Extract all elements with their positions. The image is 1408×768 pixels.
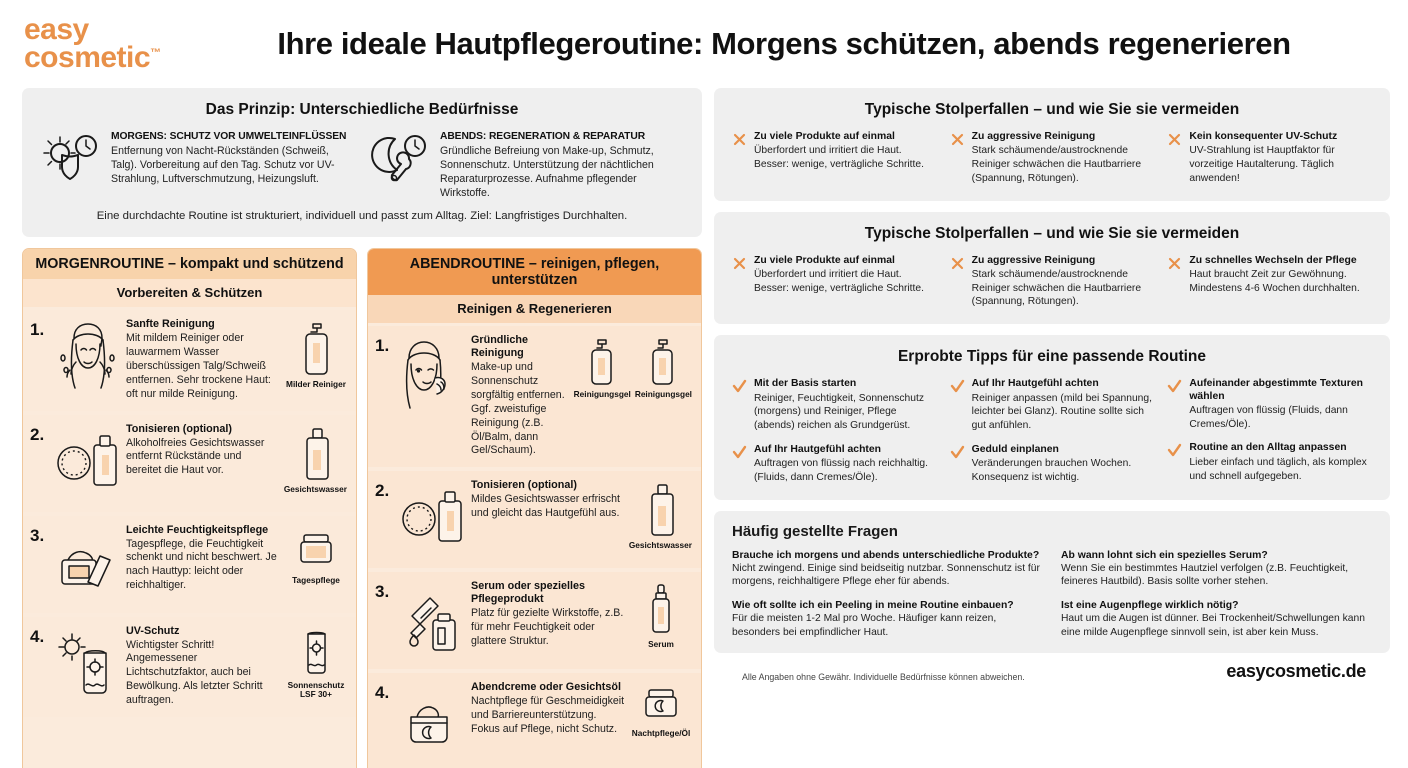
- step-body: [124, 423, 284, 479]
- step-title: UV-Schutz: [126, 624, 180, 637]
- pitfall-head: Zu aggressive Reinigung: [971, 254, 1096, 266]
- brand-logo[interactable]: [24, 12, 224, 74]
- step-description: Mit mildem Reiniger oder lauwarmem Wasser überschüssigen Talg/Schweiß entfernen. Sehr trockene Haut: oft nur milde Reinigung.: [126, 332, 271, 400]
- tip-head: Auf Ihr Hautgefühl achten: [971, 378, 1099, 390]
- pitfall-column: [950, 131, 1155, 186]
- faq-answer: Wenn Sie ein bestimmtes Hautziel verfolgen (z.B. Feuchtigkeit, feineres Hautbild). Basis sollte vorher stehen.: [1061, 562, 1349, 588]
- step-number: 2.: [30, 424, 45, 444]
- sun-sunscreen-tube-icon: [52, 625, 124, 705]
- pitfall-body: Stark schäumende/austrocknende Reiniger schwächen die Hautbarriere (Spannung, Rötungen).: [971, 145, 1142, 184]
- tip-head: Auf Ihr Hautgefühl achten: [754, 443, 881, 455]
- pitfalls-top-title: Typische Stolperfallen – und wie Sie sie vermeiden: [864, 101, 1240, 118]
- step-number: 4.: [30, 626, 45, 646]
- evening-step-2: [368, 471, 701, 568]
- serum-bottle-icon: [646, 583, 676, 650]
- logo-line-2: cosmetic: [24, 41, 151, 74]
- step-number: 3.: [375, 582, 390, 602]
- tip-item: [950, 378, 1155, 433]
- product-label: Nachtpflege/Öl: [631, 728, 691, 739]
- tip-body: Lieber einfach und täglich, als komplex und schnell aufgegeben.: [1189, 456, 1367, 482]
- evening-routine-panel: [367, 248, 702, 768]
- principle-title: Das Prinzip: Unterschiedliche Bedürfnisse: [205, 101, 519, 118]
- trademark-symbol: ™: [150, 47, 161, 59]
- pitfall-column: [732, 131, 937, 186]
- night-cream-jar-icon: [632, 684, 691, 739]
- principle-head: MORGENS: SCHUTZ VOR UMWELTEINFLÜSSEN: [111, 131, 347, 142]
- step-product: [284, 423, 347, 495]
- pitfall-head: Kein konsequenter UV-Schutz: [1189, 131, 1338, 142]
- page-title: Ihre ideale Hautpflegeroutine: Morgens schützen, abends regenerieren: [277, 26, 1291, 61]
- step-description: Nachtpflege für Geschmeidigkeit und Barriereunterstützung. Fokus auf Pflege, nicht Schutz.: [471, 695, 625, 736]
- logo-line-1: easy: [24, 12, 89, 46]
- right-column: [714, 88, 1390, 682]
- check-icon: [732, 444, 748, 485]
- step-product: [285, 625, 347, 700]
- faq-item: [1061, 550, 1372, 589]
- tip-text: [754, 378, 937, 433]
- faq-card: [714, 511, 1390, 654]
- faq-answer: Nicht zwingend. Einige sind beidseitig nutzbar. Sonnenschutz ist für morgens, reichhaltigere Pflege eher für abends.: [732, 562, 1040, 588]
- pitfall-text: [972, 131, 1155, 186]
- principle-text-evening: [440, 131, 684, 200]
- faq-question: Ist eine Augenpflege wirklich nötig?: [1061, 599, 1239, 611]
- pitfall-column: [1167, 255, 1372, 310]
- pitfall-body: Überfordert und irritiert die Haut. Besser: wenige, verträgliche Schritte.: [754, 269, 924, 294]
- principle-columns: [40, 131, 684, 200]
- cream-jar-open-icon: [52, 524, 124, 604]
- left-column: [22, 88, 702, 768]
- principle-text-morning: [111, 131, 355, 200]
- principle-body: Entfernung von Nacht-Rückständen (Schweiß, Talg). Vorbereitung auf den Tag. Schutz vor UV-Strahlung, Luftverschmutzung, Heizungsluft.: [111, 145, 335, 186]
- product-label: Tagespflege: [292, 574, 340, 585]
- step-product: [285, 318, 347, 390]
- tip-text: [972, 444, 1155, 485]
- pitfalls-top-card: [714, 88, 1390, 201]
- step-title: Sanfte Reinigung: [126, 318, 215, 331]
- step-number: 1.: [30, 320, 45, 340]
- tip-head: Aufeinander abgestimmte Texturen wählen: [1189, 378, 1363, 402]
- pitfall-text: [972, 255, 1155, 310]
- tips-card: [714, 335, 1390, 499]
- principle-body: Gründliche Befreiung von Make-up, Schmutz, Sonnenschutz. Unterstützung der nächtlichen Reparaturprozesse. Aufnahme pflegender Wirkstoffe.: [440, 145, 654, 200]
- pitfall-column: [732, 255, 937, 310]
- header-bar: [0, 0, 1408, 88]
- step-number: 4.: [375, 683, 390, 703]
- toner-bottle-icon: [629, 482, 692, 551]
- tip-head: Mit der Basis starten: [754, 378, 857, 390]
- pitfall-text: [754, 255, 937, 296]
- tip-head: Routine an den Alltag anpassen: [1189, 442, 1347, 454]
- brand-website-link[interactable]: easycosmetic.de: [1226, 661, 1366, 682]
- tip-item: [1167, 378, 1372, 431]
- step-body: [124, 524, 285, 593]
- morning-step-1: [23, 310, 356, 410]
- tip-item: [1167, 442, 1372, 483]
- tip-text: [754, 444, 937, 485]
- pitfall-column: [1167, 131, 1372, 186]
- step-product: [630, 681, 692, 739]
- check-icon: [950, 378, 966, 433]
- product-label: Gesichtswasser: [283, 483, 347, 494]
- pitfall-head: Zu viele Produkte auf einmal: [754, 131, 895, 142]
- faq-column-left: [732, 550, 1043, 640]
- tip-column: [950, 378, 1155, 484]
- faq-item: [732, 550, 1043, 589]
- tip-body: Reiniger anpassen (mild bei Spannung, leichter bei Glanz). Routine sollte sich gut anfühlen.: [971, 392, 1152, 431]
- tip-column: [732, 378, 937, 484]
- step-number: 2.: [375, 481, 390, 501]
- x-icon: [950, 131, 966, 186]
- face-washing-icon: [52, 318, 124, 398]
- pitfalls-top-columns: [732, 131, 1372, 186]
- step-title: Abendcreme oder Gesichtsöl: [471, 681, 622, 694]
- principle-footnote: Eine durchdachte Routine ist strukturiert, individuell und passt zum Alltag. Ziel: Langfristiges Durchhalten.: [96, 210, 628, 223]
- x-icon: [1167, 131, 1183, 186]
- face-cleansing-pad-icon: [397, 334, 469, 414]
- tip-body: Auftragen von flüssig nach reichhaltig. (Fluids, dann Cremes/Öle).: [754, 458, 929, 483]
- tip-text: [1189, 442, 1372, 483]
- sunscreen-tube-icon: [285, 628, 347, 700]
- morning-step-3: [23, 516, 356, 613]
- content-columns: [0, 88, 1408, 768]
- tip-body: Auftragen von flüssig (Fluids, dann Cremes/Öle).: [1189, 405, 1348, 430]
- step-body: [469, 681, 630, 737]
- product-label: Serum: [648, 639, 674, 650]
- faq-item: [1061, 600, 1372, 639]
- routine-panels: [22, 248, 702, 768]
- step-description: Tagespflege, die Feuchtigkeit schenkt und nicht beschwert. Je nach Hauttyp: leicht oder reichhaltiger.: [126, 537, 277, 592]
- tip-head: Geduld einplanen: [971, 443, 1059, 455]
- pitfall-body: Stark schäumende/austrocknende Reiniger schwächen die Hautbarriere (Spannung, Rötungen).: [971, 269, 1142, 308]
- step-description: Alkoholfreies Gesichtswasser entfernt Rückstände und bereitet die Haut vor.: [126, 436, 265, 477]
- step-product: [285, 524, 347, 586]
- tip-item: [732, 378, 937, 433]
- morning-step-4: [23, 617, 356, 717]
- step-body: [124, 625, 285, 708]
- pitfall-text: [1189, 131, 1372, 186]
- step-body: [469, 479, 629, 521]
- cotton-pad-bottle-icon: [52, 423, 124, 503]
- pitfall-text: [754, 131, 937, 172]
- step-body: [124, 318, 285, 401]
- pump-bottle-icon: [574, 337, 631, 400]
- faq-question: Ab wann lohnt sich ein spezielles Serum?: [1061, 549, 1268, 561]
- evening-routine-subheader: Reinigen & Regenerieren: [368, 295, 701, 323]
- faq-grid: [732, 550, 1372, 640]
- step-title: Tonisieren (optional): [126, 422, 232, 435]
- tips-row-1: [732, 378, 1372, 484]
- x-icon: [1167, 255, 1183, 296]
- pitfall-text: [1189, 255, 1372, 296]
- faq-answer: Haut um die Augen ist dünner. Bei Trockenheit/Schwellungen kann eine milde Augenpflege sinnvoll sein, ist aber kein Muss.: [1061, 612, 1365, 638]
- product-label: Reinigungsgel: [573, 389, 631, 400]
- step-products: [574, 334, 692, 400]
- principle-card: [22, 88, 702, 237]
- faq-question: Brauche ich morgens und abends unterschiedliche Produkte?: [732, 549, 1040, 561]
- faq-question: Wie oft sollte ich ein Peeling in meine Routine einbauen?: [732, 599, 1014, 611]
- pitfall-head: Zu viele Produkte auf einmal: [754, 254, 895, 266]
- step-title: Serum oder spezielles Pflegeprodukt: [471, 580, 586, 606]
- principle-item-evening: [369, 131, 684, 200]
- pitfalls-bottom-card: [714, 212, 1390, 325]
- cotton-pad-bottle-icon: [397, 479, 469, 559]
- check-icon: [1167, 378, 1183, 431]
- step-body: [469, 580, 630, 649]
- pitfall-item: [1167, 255, 1372, 296]
- check-icon: [950, 444, 966, 485]
- tip-text: [972, 378, 1155, 433]
- product-label: Reinigungsgel: [634, 389, 692, 400]
- tip-column: [1167, 378, 1372, 484]
- step-number: 1.: [375, 336, 390, 356]
- faq-title: Häufig gestellte Fragen: [732, 522, 898, 540]
- x-icon: [732, 131, 748, 172]
- step-product: [630, 580, 692, 650]
- pitfall-head: Zu aggressive Reinigung: [971, 131, 1096, 142]
- morning-routine-header: MORGENROUTINE – kompakt und schützend: [23, 249, 356, 279]
- step-title: Leichte Feuchtigkeitspflege: [126, 523, 269, 536]
- pitfall-column: [950, 255, 1155, 310]
- day-cream-jar-icon: [292, 527, 340, 586]
- dropper-serum-icon: [397, 580, 469, 660]
- sun-shield-clock-icon: [40, 131, 102, 189]
- step-title: Gründliche Reinigung: [471, 334, 528, 360]
- check-icon: [1167, 442, 1183, 483]
- pitfall-head: Zu schnelles Wechseln der Pflege: [1189, 254, 1357, 266]
- morning-routine-panel: [22, 248, 357, 768]
- pitfall-item: [950, 255, 1155, 310]
- principle-item-morning: [40, 131, 355, 200]
- pitfall-item: [732, 255, 937, 296]
- logo-line-2-wrap: [24, 41, 224, 74]
- pump-bottle-icon: [286, 321, 346, 390]
- pitfall-item: [1167, 131, 1372, 186]
- pitfall-item: [950, 131, 1155, 186]
- pitfall-body: Überfordert und irritiert die Haut. Besser: wenige, verträgliche Schritte.: [754, 145, 924, 171]
- evening-step-3: [368, 572, 701, 669]
- morning-routine-subheader: Vorbereiten & Schützen: [23, 279, 356, 307]
- pitfall-body: UV-Strahlung ist Hauptfaktor für vorzeitige Hautalterung. Täglich anwenden!: [1189, 145, 1335, 184]
- pump-bottle-icon: [635, 337, 692, 400]
- faq-item: [732, 600, 1043, 639]
- footer: [714, 653, 1390, 682]
- step-product: [629, 479, 692, 551]
- morning-step-2: [23, 415, 356, 512]
- night-cream-jar-icon: [397, 681, 469, 761]
- step-number: 3.: [30, 525, 45, 545]
- faq-answer: Für die meisten 1-2 Mal pro Woche. Häufiger kann reizen, besonders bei empfindlicher Haut.: [732, 612, 997, 638]
- evening-steps: [368, 323, 701, 768]
- pitfall-body: Haut braucht Zeit zur Gewöhnung. Mindestens 4-6 Wochen durchhalten.: [1189, 269, 1360, 294]
- disclaimer-text: Alle Angaben ohne Gewähr. Individuelle Bedürfnisse können abweichen.: [742, 672, 1025, 683]
- product-label: Gesichtswasser: [628, 540, 692, 551]
- product-label: Sonnenschutz LSF 30+: [287, 679, 345, 700]
- tip-item: [950, 444, 1155, 485]
- step-description: Mildes Gesichtswasser erfrischt und gleicht das Hautgefühl aus.: [471, 493, 620, 520]
- evening-routine-header: ABENDROUTINE – reinigen, pflegen, unterstützen: [368, 249, 701, 295]
- step-description: Platz für gezielte Wirkstoffe, z.B. für mehr Feuchtigkeit oder glattere Struktur.: [471, 607, 624, 647]
- x-icon: [732, 255, 748, 296]
- tip-body: Veränderungen brauchen Wochen. Konsequenz ist wichtig.: [971, 458, 1132, 483]
- toner-bottle-icon: [284, 426, 347, 495]
- x-icon: [950, 255, 966, 310]
- step-body: [469, 334, 574, 458]
- pitfall-item: [732, 131, 937, 172]
- step-title: Tonisieren (optional): [471, 479, 577, 492]
- product-label: Milder Reiniger: [286, 379, 346, 390]
- tip-text: [1189, 378, 1372, 431]
- tips-title: Erprobte Tipps für eine passende Routine: [897, 348, 1207, 366]
- moon-wrench-clock-icon: [369, 131, 431, 189]
- pitfalls-bottom-columns: [732, 255, 1372, 310]
- tip-body: Reiniger, Feuchtigkeit, Sonnenschutz (morgens) und Reiniger, Pflege (abends) reichen als Grundgerüst.: [754, 392, 924, 431]
- step-description: Make-up und Sonnenschutz sorgfältig entfernen. Ggf. zweistufige Reinigung (z.B. Öl/Balm, dann Gel/Schaum).: [471, 361, 565, 457]
- pitfalls-bottom-title: Typische Stolperfallen – und wie Sie sie vermeiden: [864, 224, 1240, 242]
- faq-column-right: [1061, 550, 1372, 640]
- check-icon: [732, 378, 748, 433]
- principle-head: ABENDS: REGENERATION & REPARATUR: [440, 131, 646, 142]
- step-description: Wichtigster Schritt! Angemessener Lichtschutzfaktor, auch bei Bewölkung. Als letzter Schritt auftragen.: [126, 638, 263, 707]
- evening-step-1: [368, 326, 701, 467]
- morning-steps: [23, 307, 356, 722]
- evening-step-4: [368, 673, 701, 768]
- tip-item: [732, 444, 937, 485]
